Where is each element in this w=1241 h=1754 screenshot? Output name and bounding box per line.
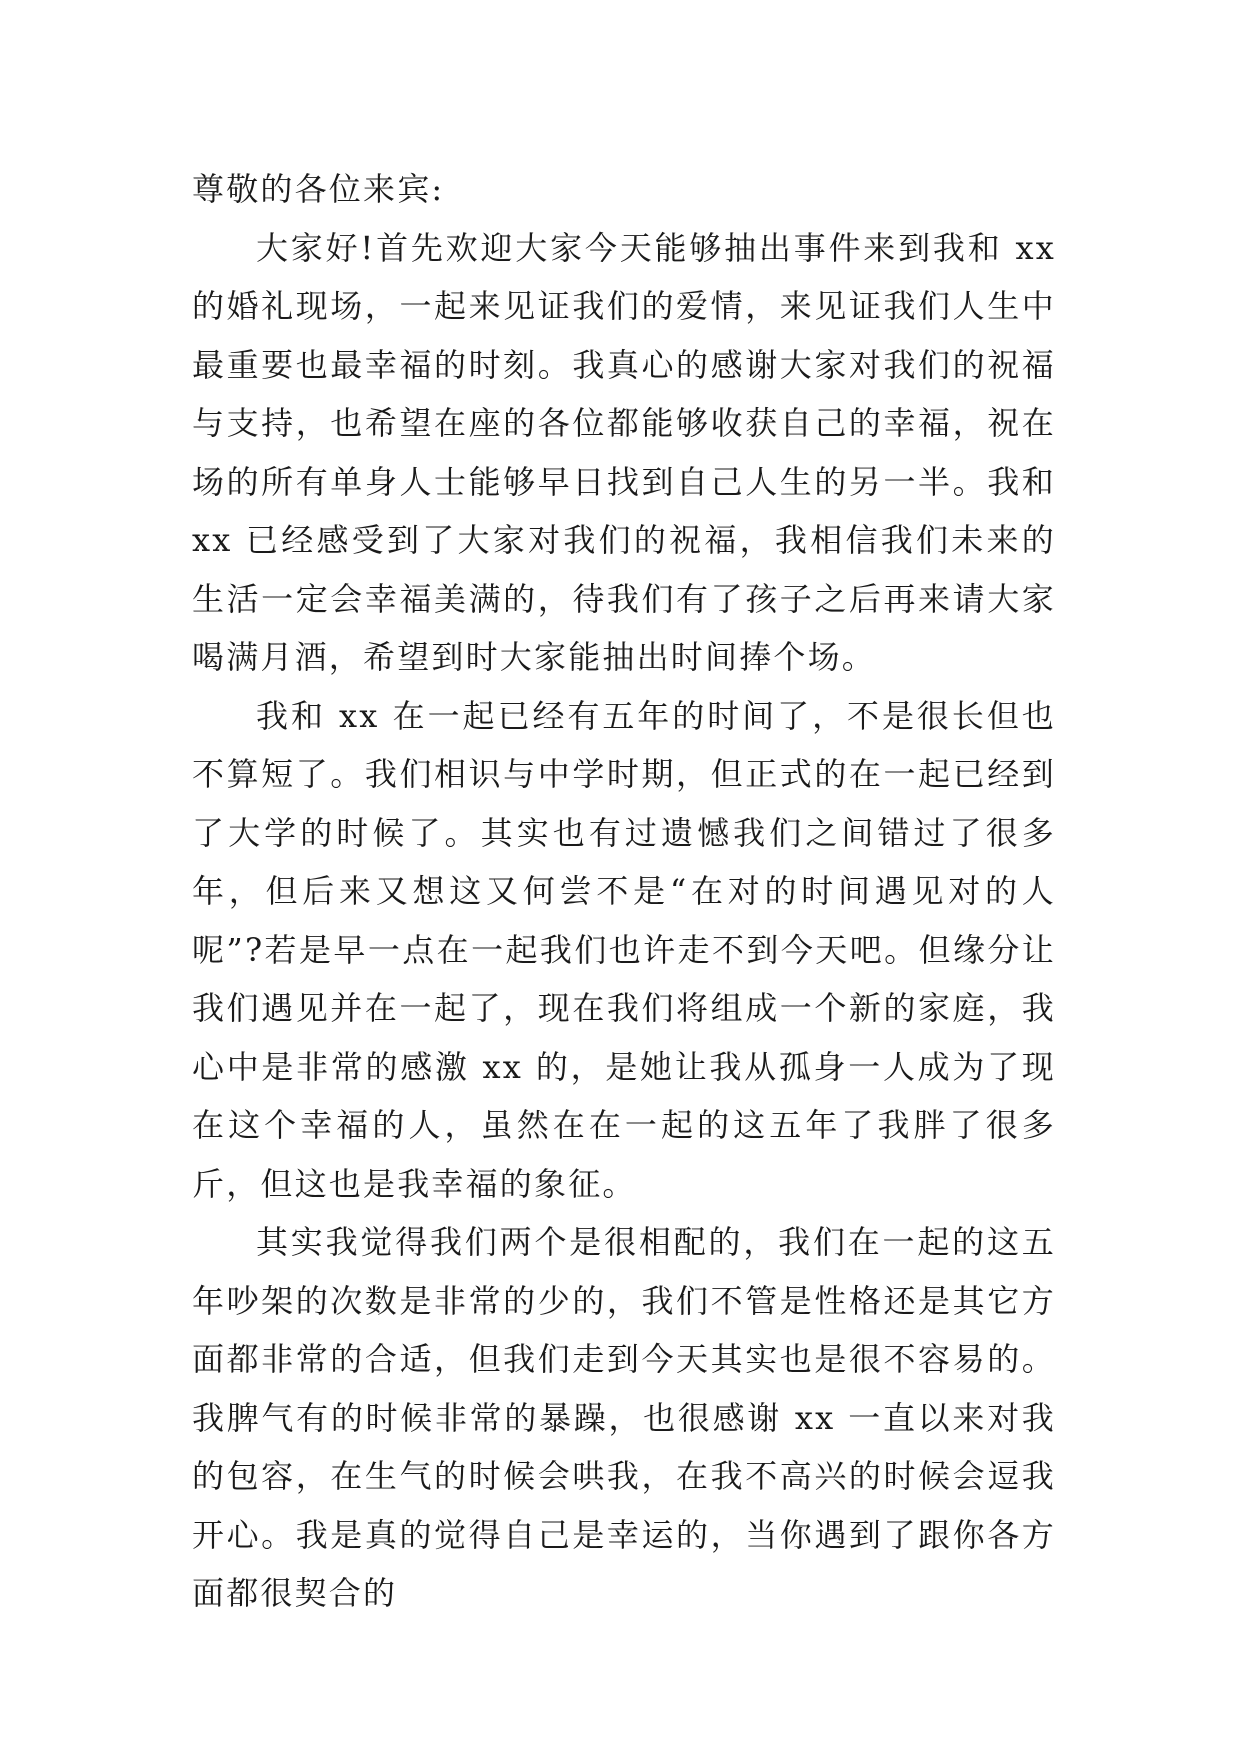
paragraph-story: 我和 xx 在一起已经有五年的时间了，不是很长但也不算短了。我们相识与中学时期，但正式的在一起已经到了大学的时候了。其实也有过遗憾我们之间错过了很多年，但后来又想这又何尝不是“在对的时间遇见对的人呢”?若是早一点在一起我们也许走不到今天吧。但缘分让我们遇见并在一起了，现在我们将组成一个新的家庭，我心中是非常的感激 xx 的，是她让我从孤身一人成为了现在这个幸福的人，虽然在在一起的这五年了我胖了很多斤，但这也是我幸福的象征。 — [192, 696, 1056, 1203]
paragraph-welcome: 大家好!首先欢迎大家今天能够抽出事件来到我和 xx 的婚礼现场，一起来见证我们的爱情，来见证我们人生中最重要也最幸福的时刻。我真心的感谢大家对我们的祝福与支持，也希望在座的各位都能够收获自己的幸福，祝在场的所有单身人士能够早日找到自己人生的另一半。我和 xx 已经感受到了大家对我们的祝福，我相信我们未来的生活一定会幸福美满的，待我们有了孩子之后再来请大家喝满月酒，希望到时大家能抽出时间捧个场。 — [192, 228, 1056, 676]
document-body — [192, 160, 1056, 1623]
paragraph-match: 其实我觉得我们两个是很相配的，我们在一起的这五年吵架的次数是非常的少的，我们不管是性格还是其它方面都非常的合适，但我们走到今天其实也是很不容易的。我脾气有的时候非常的暴躁，也很感谢 xx 一直以来对我的包容，在生气的时候会哄我，在我不高兴的时候会逗我开心。我是真的觉得自己是幸运的，当你遇到了跟你各方面都很契合的 — [192, 1223, 1056, 1612]
salutation: 尊敬的各位来宾: — [192, 170, 445, 208]
